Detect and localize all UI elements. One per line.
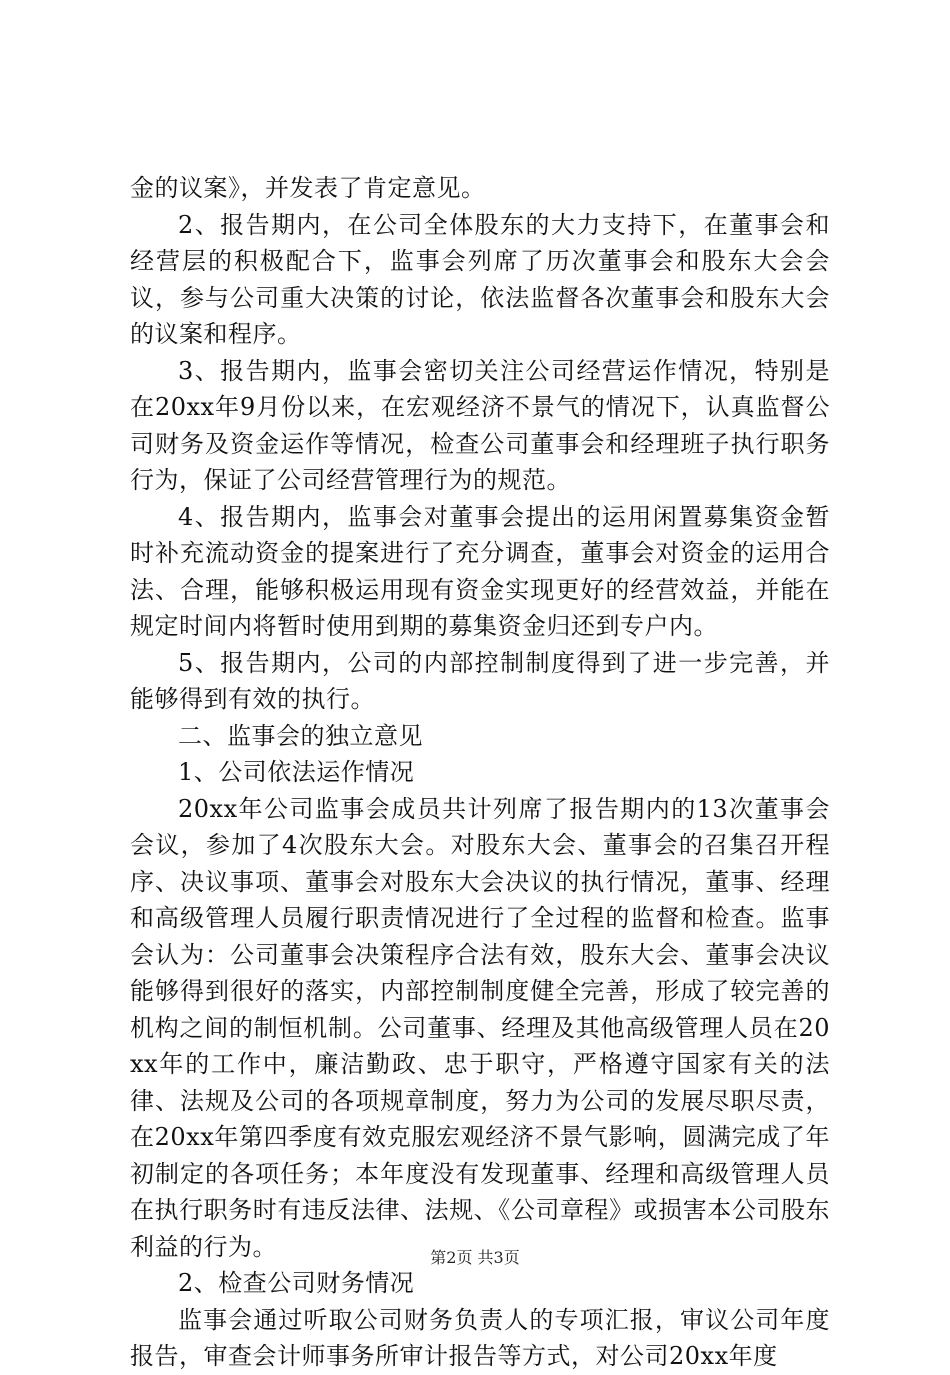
paragraph-continuation: 金的议案》，并发表了肯定意见。 xyxy=(130,174,486,202)
page-footer: 第2页 共3页 xyxy=(430,1248,520,1267)
paragraph-financial-check: 监事会通过听取公司财务负责人的专项汇报，审议公司年度报告，审查会计师事务所审计报告等方式，对公司20xx年度 xyxy=(130,1305,830,1370)
paragraph-legal-operation: 20xx年公司监事会成员共计列席了报告期内的13次董事会会议，参加了4次股东大会。对股东大会、董事会的召集召开程序、决议事项、董事会对股东大会决议的执行情况，董事、经理和高级管理人员履行职责情况进行了全过程的监督和检查。监事会认为：公司董事会决策程序合法有效，股东大会、董事会决议能够得到很好的落实，内部控制制度健全完善，形成了较完善的机构之间的制恒机制。公司董事、经理及其他高级管理人员在20xx年的工作中，廉洁勤政、忠于职守，严格遵守国家有关的法律、法规及公司的各项规章制度，努力为公司的发展尽职尽责，在20xx年第四季度有效克服宏观经济不景气影响，圆满完成了年初制定的各项任务；本年度没有发现董事、经理和高级管理人员在执行职务时有违反法律、法规、《公司章程》或损害本公司股东利益的行为。 xyxy=(130,794,830,1261)
document-body xyxy=(130,170,830,1375)
subheading-financial-check: 2、检查公司财务情况 xyxy=(178,1269,415,1297)
paragraph-item-5: 5、报告期内，公司的内部控制制度得到了进一步完善，并能够得到有效的执行。 xyxy=(130,648,830,713)
section-heading-independent-opinion: 二、监事会的独立意见 xyxy=(178,721,423,750)
paragraph-item-4: 4、报告期内，监事会对董事会提出的运用闲置募集资金暂时补充流动资金的提案进行了充分调查，董事会对资金的运用合法、合理，能够积极运用现有资金实现更好的经营效益，并能在规定时间内将暂时使用到期的募集资金归还到专户内。 xyxy=(130,502,830,640)
subheading-legal-operation: 1、公司依法运作情况 xyxy=(178,758,415,786)
paragraph-item-2: 2、报告期内，在公司全体股东的大力支持下，在董事会和经营层的积极配合下，监事会列席了历次董事会和股东大会会议，参与公司重大决策的讨论，依法监督各次董事会和股东大会的议案和程序。 xyxy=(130,210,830,348)
paragraph-item-3: 3、报告期内，监事会密切关注公司经营运作情况，特别是在20xx年9月份以来，在宏观经济不景气的情况下，认真监督公司财务及资金运作等情况，检查公司董事会和经理班子执行职务行为，保证了公司经营管理行为的规范。 xyxy=(130,356,830,494)
